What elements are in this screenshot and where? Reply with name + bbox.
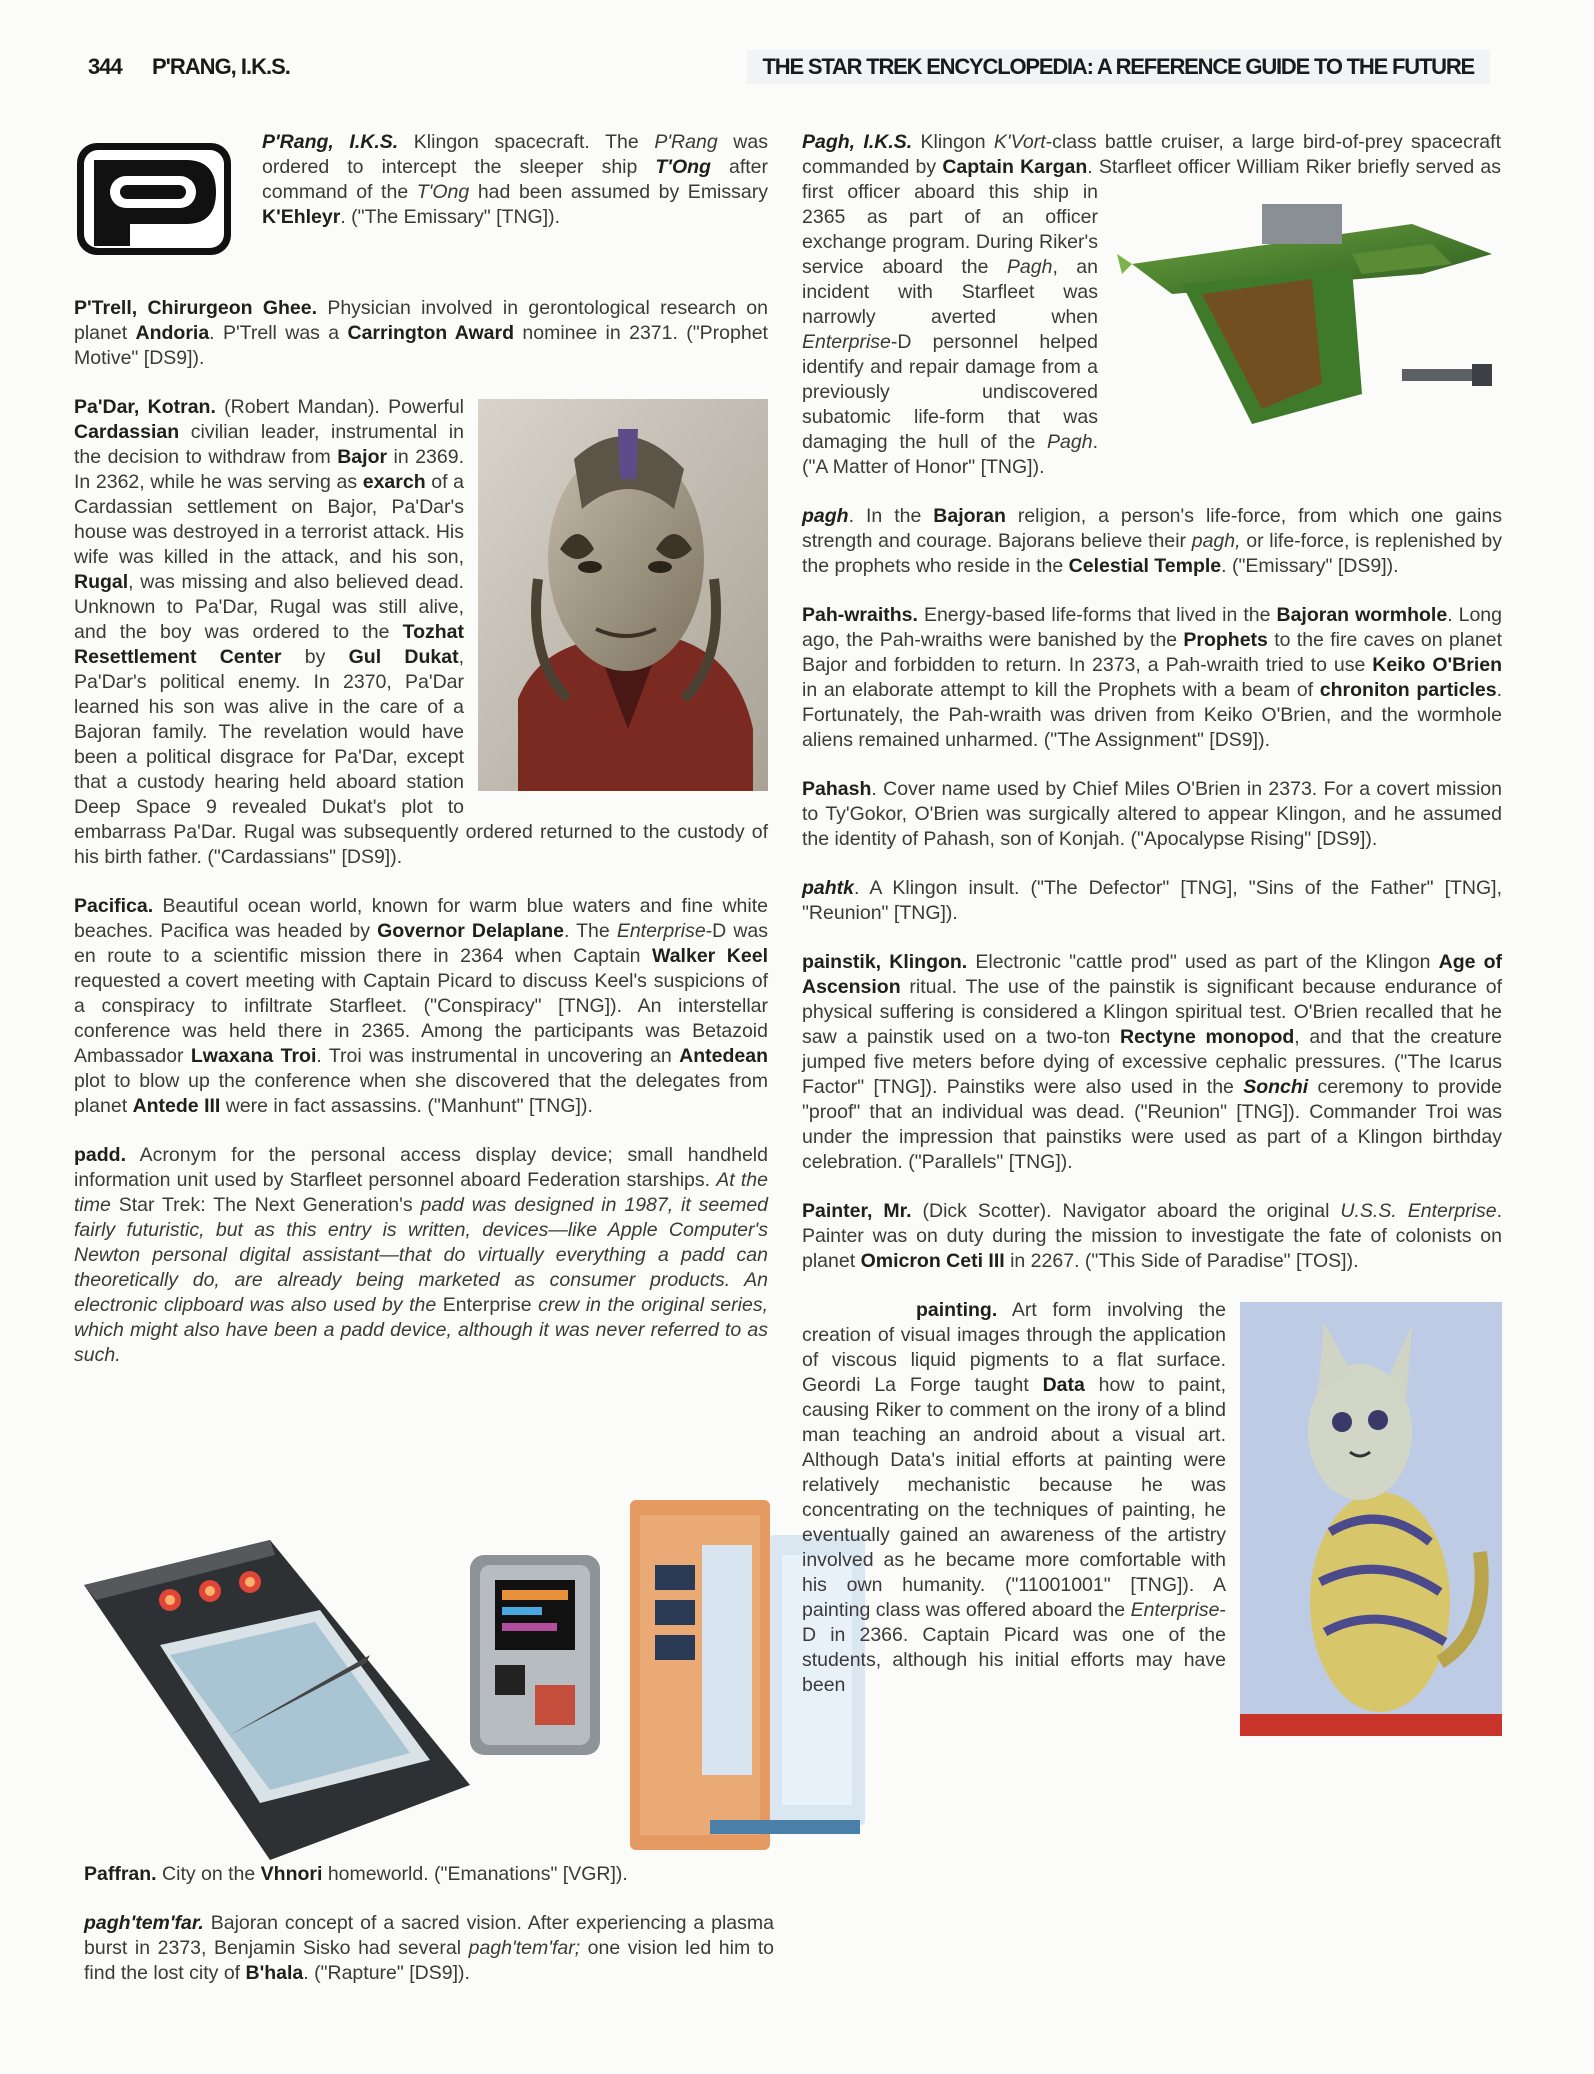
tricorder-padd-image [470,1555,600,1755]
klingon-bird-of-prey-image [1112,184,1502,434]
entry-painter: Painter, Mr. (Dick Scotter). Navigator aboard the original U.S.S. Enterprise. Painter was on duty during the mission to investigate the fate of colonists on planet Omicron Ceti III in 2267. ("This Side of Paradise" [TOS]). [802,1200,1503,1272]
entry-prang-text: P'Rang, I.K.S. Klingon spacecraft. The P'Rang was ordered to intercept the sleeper ship T'Ong after command of the T'Ong had been assumed by Emissary K'Ehleyr. ("The Emissary" [TNG]). [262,131,769,228]
entry-ptrell: P'Trell, Chirurgeon Ghee. Physician involved in gerontological research on planet Andoria. P'Trell was a Carrington Award nominee in 2371. ("Prophet Motive" [DS9]). [74,297,768,369]
entry-padd: padd. Acronym for the personal access display device; small handheld information unit used by Starfleet personnel aboard Federation starships. At the time Star Trek: The Next Generation's padd was designed in 1987, it seemed fairly futuristic, but as this entry is written, devices—like Apple Computer's Newton personal digital assistant—that do virtually everything a padd can theoretically do, are already being marketed as consumer products. An electronic clipboard was also used by the Enterprise crew in the original series, which might also have been a padd device, although it was never referred to as such. [74,1144,769,1366]
page-header [70,42,1490,94]
book-title: THE STAR TREK ENCYCLOPEDIA: A REFERENCE GUIDE TO THE FUTURE [747,50,1490,84]
running-head: P'RANG, I.K.S. [152,54,290,79]
entry-paffran: Paffran. City on the Vhnori homeworld. ("Emanations" [VGR]). [84,1863,628,1885]
entry-padar: Pa'Dar, Kotran. (Robert Mandan). Powerful Cardassian civilian leader, instrumental in the decision to withdraw from Bajor in 2369. In 2362, while he was serving as exarch of a Cardassian settlement on Bajor, Pa'Dar's house was destroyed in a terrorist attack. His wife was killed in the attack, and his son, Rugal, was missing and also believed dead. Unknown to Pa'Dar, Rugal was still alive, and the boy was ordered to the Tozhat Resettlement Center by Gul Dukat, Pa'Dar's political enemy. In 2370, Pa'Dar learned his son was alive in the care of a Bajoran family. The revelation would have been a political disgrace for Pa'Dar, except that a custody hearing held aboard station Deep Space 9 revealed Dukat's plot to embarrass Pa'Dar. Rugal was subsequently ordered returned to the custody of his birth father. ("Cardassians" [DS9]). [74,396,768,868]
right-column [802,130,1502,1742]
dropcap-p-graphic [74,140,234,258]
entry-pahash: Pahash. Cover name used by Chief Miles O'Brien in 2373. For a covert mission to Ty'Gokor, O'Brien was surgically altered to appear Klingon, and he assumed the identity of Pahash, son of Konjah. ("Apocalypse Rising" [DS9]). [802,778,1502,850]
entry-paghtemfar: pagh'tem'far. Bajoran concept of a sacred vision. After experiencing a plasma burst in 2373, Benjamin Sisko had several pagh'tem'far; one vision led him to find the lost city of B'hala. ("Rapture" [DS9]). [84,1912,775,1984]
left-column [74,130,768,1392]
page-number: 344 [88,54,122,79]
entry-prang [74,130,768,272]
entry-pagh-iks: Pagh, I.K.S. Klingon K'Vort-class battle cruiser, a large bird-of-prey spacecraft commanded by Captain Kargan. Starfleet officer William Riker briefly served as first officer aboard this ship in 2365 as part of an officer exchange program. During Riker's service aboard the Pagh, an incident with Starfleet was narrowly averted when Enterprise-D personnel helped identify and repair damage from a previously undiscovered subatomic life-form that was damaging the hull of the Pagh. ("A Matter of Honor" [TNG]). [802,131,1501,478]
bottom-left-entries [84,1862,774,2010]
entry-painstik: painstik, Klingon. Electronic "cattle prod" used as part of the Klingon Age of Ascension ritual. The use of the painstik is significant because endurance of physical suffering is considered a Klingon spiritual test. O'Brien recalled that he saw a painstik used on a two-ton Rectyne monopod, and that the creature jumped five meters before dying of excessive cephalic pressures. ("The Icarus Factor" [TNG]). Painstiks were also used in the Sonchi ceremony to provide "proof" that an individual was dead. ("Reunion" [TNG]). Commander Troi was under the impression that painstiks were used as part of a Klingon birthday celebration. ("Parallels" [TNG]). [802,951,1502,1173]
entry-pacifica: Pacifica. Beautiful ocean world, known for warm blue waters and fine white beaches. Pacifica was headed by Governor Delaplane. The Enterprise-D was en route to a scientific mission there in 2364 when Captain Walker Keel requested a covert meeting with Captain Picard to discuss Keel's suspicions of a conspiracy to infiltrate Starfleet. ("Conspiracy" [TNG]). An interstellar conference was held there in 2365. Among the participants was Betazoid Ambassador Lwaxana Troi. Troi was instrumental in uncovering an Antedean plot to blow up the conference when she discovered that the delegates from planet Antede III were in fact assassins. ("Manhunt" [TNG]). [74,895,768,1117]
painstik-device-image [84,1540,470,1860]
props-illustration [70,1485,870,1860]
padar-portrait-photo [478,399,768,791]
entry-pahtk: pahtk. A Klingon insult. ("The Defector" [TNG], "Sins of the Father" [TNG], "Reunion" [TNG]). [802,877,1502,924]
entry-pah-wraiths: Pah-wraiths. Energy-based life-forms that lived in the Bajoran wormhole. Long ago, the Pah-wraiths were banished by the Prophets to the fire caves on planet Bajor and forbidden to return. In 2373, a Pah-wraith tried to use Keiko O'Brien in an elaborate attempt to kill the Prophets with a beam of chroniton particles. Fortunately, the Pah-wraith was driven from Keiko O'Brien, and the wormhole aliens remained unharmed. ("The Assignment" [DS9]). [802,604,1502,751]
entry-painting: painting. Art form involving the creation of visual images through the application of viscous liquid pigments to a flat surface. Geordi La Forge taught Data how to paint, causing Riker to comment on the irony of a blind man teaching an android about a visual art. Although Data's initial efforts at painting were relatively mechanistic because he was concentrating on the techniques of painting, he eventually gained an awareness of the artistry involved as he became more comfortable with his own humanity. ("11001001" [TNG]). A painting class was offered aboard the Enterprise-D in 2366. Captain Picard was one of the students, although his initial efforts may have been [916,1298,1502,1698]
entry-pagh: pagh. In the Bajoran religion, a person's life-force, from which one gains strength and courage. Bajorans believe their pagh, or life-force, is replenished by the prophets who reside in the Celestial Temple. ("Emissary" [DS9]). [802,505,1503,577]
data-cat-painting-image [1240,1302,1502,1736]
